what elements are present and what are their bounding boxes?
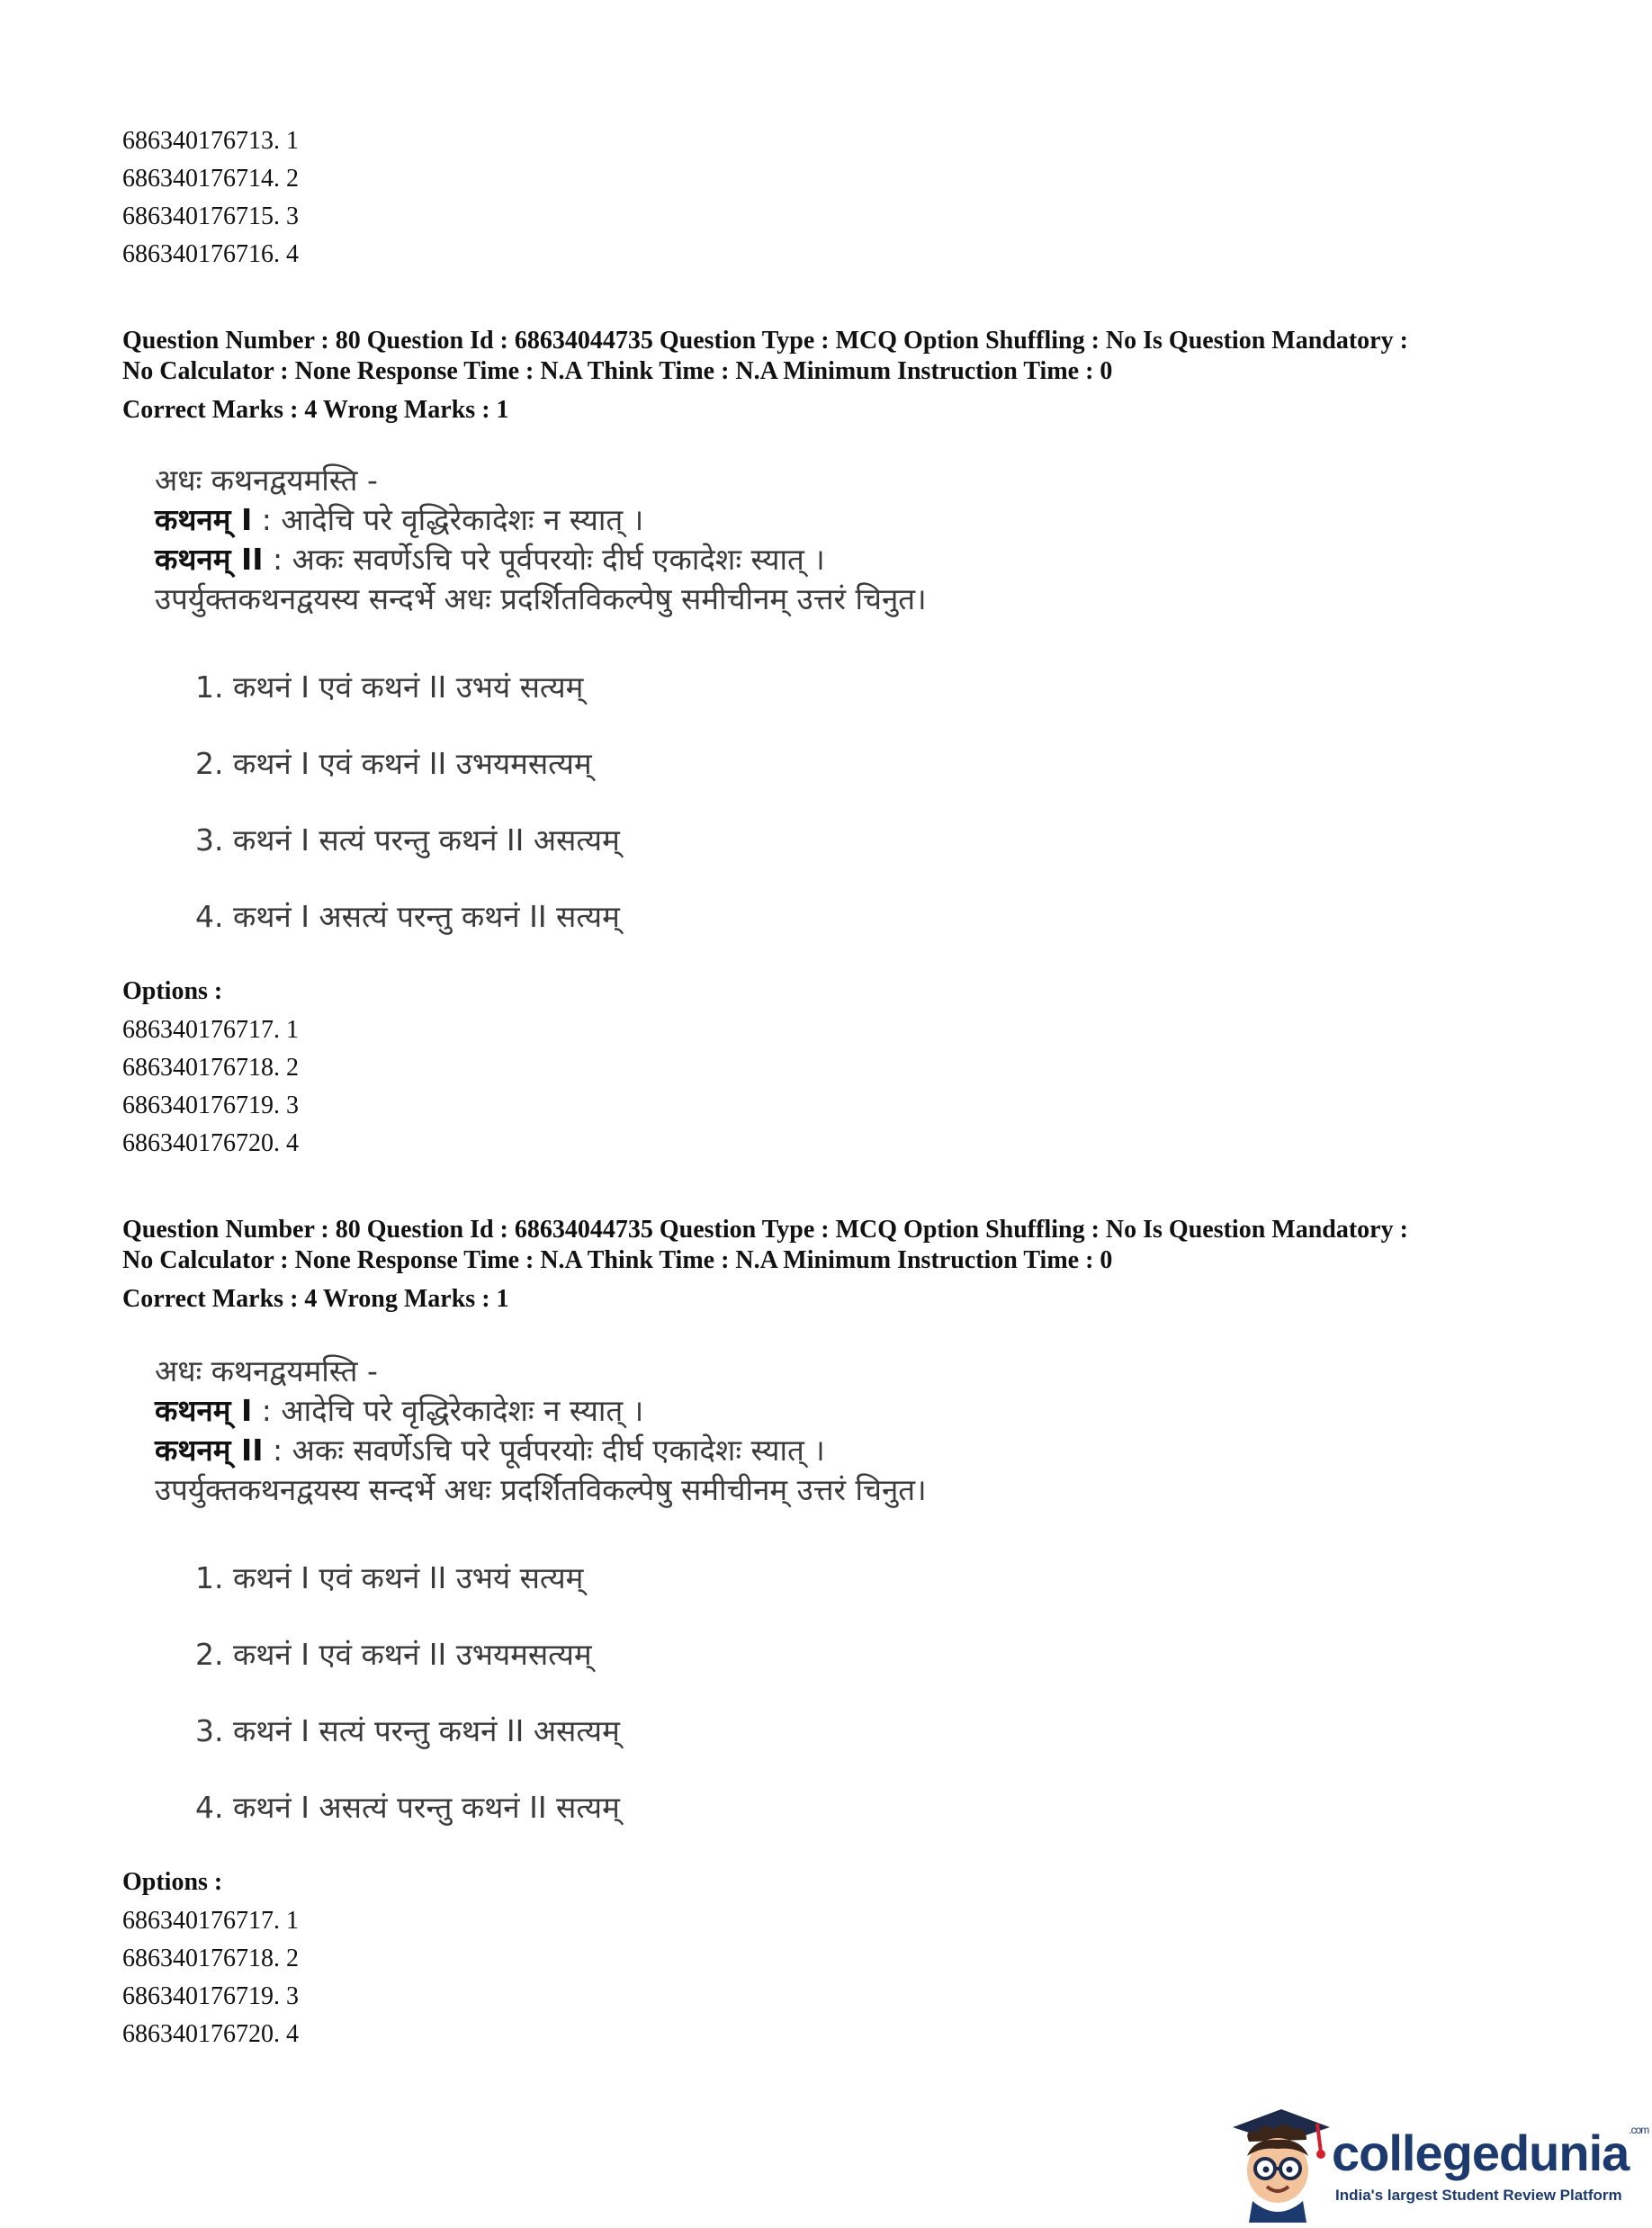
statement-1-label: कथनम् I (155, 1393, 253, 1428)
options-label: Options : (122, 1868, 223, 1896)
question-intro: अधः कथनद्वयमस्ति - (155, 463, 378, 498)
option-id-line: 686340176717. 1 (122, 1907, 299, 1935)
choice-2: 2. कथनं I एवं कथनं II उभयमसत्यम् (195, 746, 592, 781)
logo-suffix: .com (1629, 2124, 1649, 2136)
choice-1: 1. कथनं I एवं कथनं II उभयं सत्यम् (195, 669, 584, 705)
choice-3: 3. कथनं I सत्यं परन्तु कथनं II असत्यम् (195, 822, 620, 858)
option-id-line: 686340176714. 2 (122, 165, 299, 193)
choice-4: 4. कथनं I असत्यं परन्तु कथनं II सत्यम् (195, 1790, 620, 1825)
option-id-line: 686340176716. 4 (122, 240, 299, 268)
option-id-line: 686340176715. 3 (122, 202, 299, 230)
choice-4: 4. कथनं I असत्यं परन्तु कथनं II सत्यम् (195, 899, 620, 934)
statement-2 (155, 540, 1055, 579)
question-meta-line-2: No Calculator : None Response Time : N.A Think Time : N.A Minimum Instruction Time : 0 (122, 357, 1113, 385)
option-id-line: 686340176720. 4 (122, 1129, 299, 1157)
statement-2-label: कथनम् II (155, 542, 264, 577)
option-id-line: 686340176718. 2 (122, 1945, 299, 1972)
question-meta-line-1: Question Number : 80 Question Id : 68634044735 Question Type : MCQ Option Shuffling : No Is Question Mandatory : (122, 1216, 1408, 1244)
statement-2-text: : अकः सवर्णेऽचि परे पूर्वपरयोः दीर्घ एकादेशः स्यात् । (263, 542, 825, 577)
option-id-line: 686340176717. 1 (122, 1016, 299, 1044)
choice-3: 3. कथनं I सत्यं परन्तु कथनं II असत्यम् (195, 1713, 620, 1748)
question-meta-line-2: No Calculator : None Response Time : N.A Think Time : N.A Minimum Instruction Time : 0 (122, 1246, 1113, 1274)
statement-1-text: : आदेचि परे वृद्धिरेकादेशः न स्यात् । (252, 502, 644, 537)
statement-2-label: कथनम् II (155, 1433, 264, 1468)
question-meta (122, 326, 1562, 387)
statement-1 (155, 1391, 1055, 1431)
question-meta-line-1: Question Number : 80 Question Id : 68634044735 Question Type : MCQ Option Shuffling : No Is Question Mandatory : (122, 327, 1408, 355)
question-meta (122, 1215, 1562, 1276)
option-id-line: 686340176720. 4 (122, 2020, 299, 2048)
option-id-line: 686340176718. 2 (122, 1054, 299, 1082)
option-id-line: 686340176719. 3 (122, 1092, 299, 1119)
collegedunia-logo (1224, 2097, 1649, 2223)
statement-2 (155, 1431, 1055, 1470)
question-image (155, 461, 1055, 947)
choice-2: 2. कथनं I एवं कथनं II उभयमसत्यम् (195, 1637, 592, 1672)
statement-1-label: कथनम् I (155, 502, 253, 537)
choice-1: 1. कथनं I एवं कथनं II उभयं सत्यम् (195, 1560, 584, 1595)
logo-wordmark (1332, 2124, 1648, 2182)
student-mascot-icon (1224, 2097, 1332, 2223)
question-marks: Correct Marks : 4 Wrong Marks : 1 (122, 396, 509, 424)
question-intro: अधः कथनद्वयमस्ति - (155, 1353, 378, 1388)
question-marks: Correct Marks : 4 Wrong Marks : 1 (122, 1285, 509, 1313)
question-image (155, 1352, 1055, 1837)
options-label: Options : (122, 977, 223, 1005)
question-prompt: उपर्युक्तकथनद्वयस्य सन्दर्भे अधः प्रदर्शितविकल्पेषु समीचीनम् उत्तरं चिनुत। (155, 1472, 927, 1507)
statement-1 (155, 500, 1055, 540)
logo-tagline: India's largest Student Review Platform (1335, 2187, 1622, 2204)
question-prompt: उपर्युक्तकथनद्वयस्य सन्दर्भे अधः प्रदर्शितविकल्पेषु समीचीनम् उत्तरं चिनुत। (155, 581, 927, 616)
statement-1-text: : आदेचि परे वृद्धिरेकादेशः न स्यात् । (252, 1393, 644, 1428)
statement-2-text: : अकः सवर्णेऽचि परे पूर्वपरयोः दीर्घ एकादेशः स्यात् । (263, 1433, 825, 1468)
logo-name: collegedunia (1332, 2125, 1630, 2181)
option-id-line: 686340176719. 3 (122, 1982, 299, 2010)
option-id-line: 686340176713. 1 (122, 127, 299, 155)
